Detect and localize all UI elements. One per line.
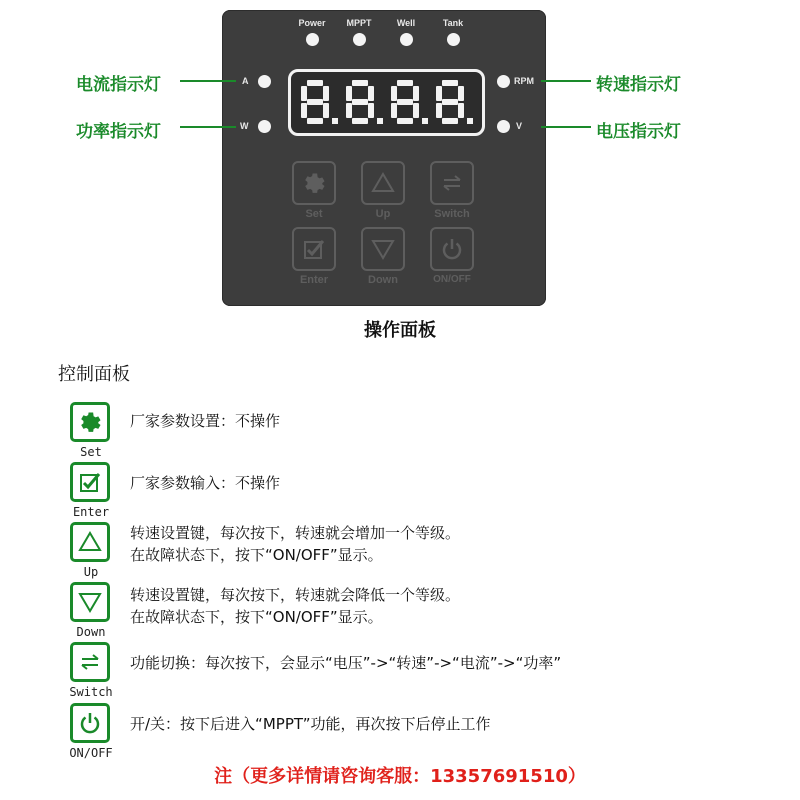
current-led xyxy=(258,75,271,88)
power-led xyxy=(306,33,319,46)
power-indicator-callout: 功率指示灯 xyxy=(76,122,161,142)
digit-1-segment-2 xyxy=(323,86,329,101)
digit-3-decimal-point xyxy=(422,118,428,124)
legend-up-line-2: 在故障状态下，按下“ON/OFF”显示。 xyxy=(130,546,383,564)
legend-switch-button xyxy=(70,642,110,682)
well-indicator-label: Well xyxy=(396,18,416,28)
power-callout-line xyxy=(180,126,236,128)
down-key-label: Down xyxy=(368,274,398,286)
legend-enter-text xyxy=(130,472,280,494)
set-key-label: Set xyxy=(305,208,323,220)
digit-1-segment-3 xyxy=(323,103,329,118)
legend-set-text xyxy=(130,410,280,432)
legend-up-text xyxy=(130,522,460,566)
digit-4-segment-7 xyxy=(442,99,458,105)
digit-3-segment-4 xyxy=(397,118,413,124)
current-indicator-label: A xyxy=(242,76,249,86)
digit-3-segment-1 xyxy=(397,80,413,86)
digit-2-decimal-point xyxy=(377,118,383,124)
voltage-callout-line xyxy=(541,126,591,128)
mppt-indicator xyxy=(339,18,379,46)
legend-enter-name: Enter xyxy=(72,505,110,519)
up-key-label: Up xyxy=(375,208,391,220)
triangle-down-icon xyxy=(77,589,103,615)
mppt-indicator-label: MPPT xyxy=(346,18,372,28)
mppt-led xyxy=(353,33,366,46)
down-key[interactable] xyxy=(361,227,405,271)
speed-callout-line xyxy=(541,80,591,82)
set-key[interactable] xyxy=(292,161,336,205)
power-icon xyxy=(77,710,103,736)
legend-up-button xyxy=(70,522,110,562)
digit-4-segment-5 xyxy=(436,103,442,118)
legend-switch-line-1: 功能切换：每次按下，会显示“电压”->“转速”->“电流”->“功率” xyxy=(130,654,562,672)
checkbox-icon xyxy=(77,469,103,495)
display-digits xyxy=(291,72,482,133)
legend-down-text xyxy=(130,584,460,628)
digit-1-segment-5 xyxy=(301,103,307,118)
panel-caption: 操作面板 xyxy=(364,320,436,341)
current-callout-line xyxy=(180,80,236,82)
legend-onoff-line-1: 开/关：按下后进入“MPPT”功能，再次按下后停止工作 xyxy=(130,715,491,733)
digit-4-segment-1 xyxy=(442,80,458,86)
power-w-led xyxy=(258,120,271,133)
digit-4-segment-4 xyxy=(442,118,458,124)
legend-up-line-1: 转速设置键，每次按下，转速就会增加一个等级。 xyxy=(130,524,461,542)
digit-2-segment-6 xyxy=(346,86,352,101)
legend-down-line-1: 转速设置键，每次按下，转速就会降低一个等级。 xyxy=(130,586,461,604)
section-title: 控制面板 xyxy=(58,364,130,385)
customer-service-note: 注（更多详情请咨询客服：13357691510） xyxy=(214,766,586,787)
digit-3-segment-5 xyxy=(391,103,397,118)
triangle-up-icon xyxy=(77,529,103,555)
digit-2-segment-2 xyxy=(368,86,374,101)
digit-4-decimal-point xyxy=(467,118,473,124)
digit-3-segment-3 xyxy=(413,103,419,118)
gear-icon xyxy=(301,170,327,196)
switch-arrows-icon xyxy=(77,649,103,675)
digit-4-segment-2 xyxy=(458,86,464,101)
legend-enter-button xyxy=(70,462,110,502)
power-w-indicator-label: W xyxy=(240,121,249,131)
digit-1-decimal-point xyxy=(332,118,338,124)
legend-set-button xyxy=(70,402,110,442)
rpm-led xyxy=(497,75,510,88)
digit-2-segment-5 xyxy=(346,103,352,118)
legend-onoff-text xyxy=(130,713,490,735)
triangle-up-icon xyxy=(370,170,396,196)
triangle-down-icon xyxy=(370,236,396,262)
onoff-key-label: ON/OFF xyxy=(433,274,471,285)
legend-enter-line-1: 厂家参数输入：不操作 xyxy=(130,474,281,492)
voltage-indicator-callout: 电压指示灯 xyxy=(596,122,681,142)
legend-switch-text xyxy=(130,652,561,674)
digit-1-segment-1 xyxy=(307,80,323,86)
switch-arrows-icon xyxy=(439,170,465,196)
checkbox-icon xyxy=(301,236,327,262)
power-indicator xyxy=(292,18,332,46)
rpm-indicator-label: RPM xyxy=(514,76,534,86)
digit-2-segment-3 xyxy=(368,103,374,118)
voltage-led xyxy=(497,120,510,133)
well-led xyxy=(400,33,413,46)
digit-3-segment-2 xyxy=(413,86,419,101)
legend-set-line-1: 厂家参数设置：不操作 xyxy=(130,412,281,430)
legend-down-line-2: 在故障状态下，按下“ON/OFF”显示。 xyxy=(130,608,383,626)
onoff-key[interactable] xyxy=(430,227,474,271)
digit-3-segment-7 xyxy=(397,99,413,105)
well-indicator xyxy=(386,18,426,46)
digit-4-segment-3 xyxy=(458,103,464,118)
digit-2-segment-4 xyxy=(352,118,368,124)
legend-onoff-button xyxy=(70,703,110,743)
operation-panel xyxy=(222,10,546,306)
speed-indicator-callout: 转速指示灯 xyxy=(596,75,681,95)
digit-1-segment-4 xyxy=(307,118,323,124)
digit-4-segment-6 xyxy=(436,86,442,101)
legend-switch-name: Switch xyxy=(69,685,113,699)
digit-1-segment-7 xyxy=(307,99,323,105)
legend-up-name: Up xyxy=(83,565,99,579)
digit-1-segment-6 xyxy=(301,86,307,101)
legend-onoff-name: ON/OFF xyxy=(69,746,113,760)
switch-key-label: Switch xyxy=(434,208,470,220)
current-indicator-callout: 电流指示灯 xyxy=(76,75,161,95)
enter-key-label: Enter xyxy=(299,274,329,286)
up-key[interactable] xyxy=(361,161,405,205)
enter-key[interactable] xyxy=(292,227,336,271)
legend-down-button xyxy=(70,582,110,622)
digit-2-segment-7 xyxy=(352,99,368,105)
gear-icon xyxy=(77,409,103,435)
digit-2-segment-1 xyxy=(352,80,368,86)
legend-down-name: Down xyxy=(76,625,106,639)
tank-led xyxy=(447,33,460,46)
power-indicator-label: Power xyxy=(298,18,326,28)
power-icon xyxy=(439,236,465,262)
tank-indicator-label: Tank xyxy=(442,18,464,28)
seven-segment-display xyxy=(288,69,485,136)
voltage-indicator-label: V xyxy=(516,121,523,131)
tank-indicator xyxy=(433,18,473,46)
digit-3-segment-6 xyxy=(391,86,397,101)
switch-key[interactable] xyxy=(430,161,474,205)
legend-set-name: Set xyxy=(80,445,102,459)
